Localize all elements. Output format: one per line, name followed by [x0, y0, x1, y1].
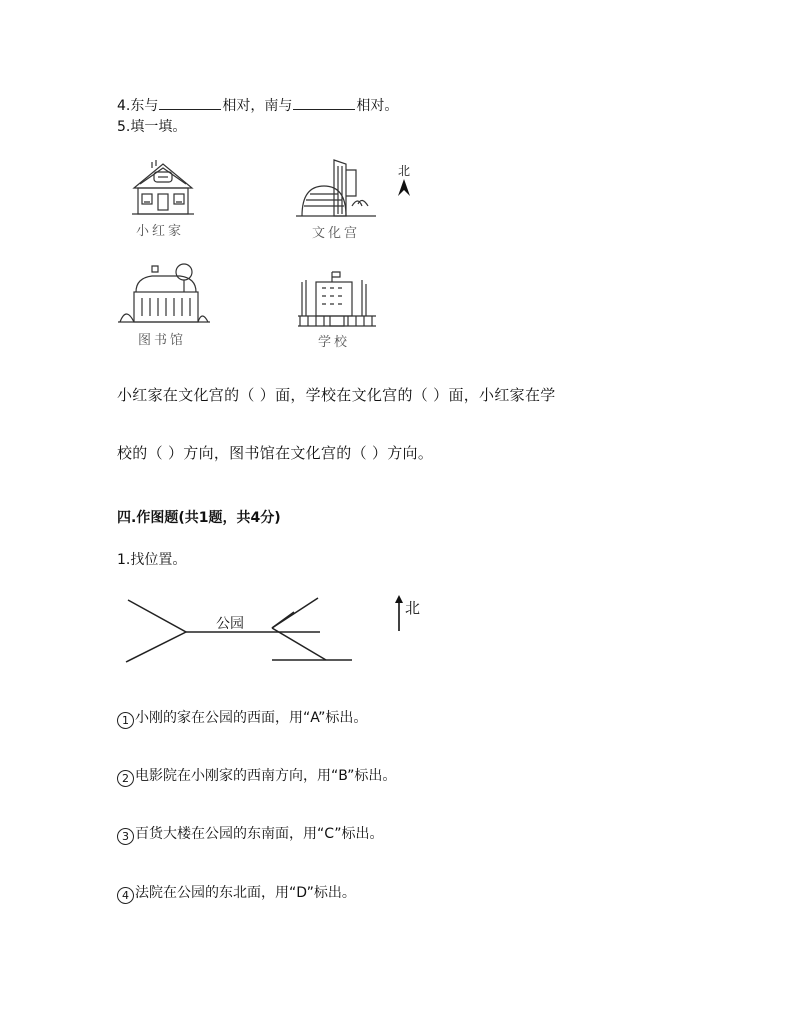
- question-4: [117, 95, 398, 115]
- q4-text-c: 相对。: [356, 98, 399, 114]
- map-road-southeast: [272, 628, 326, 660]
- task-text: 法院在公园的东北面，用“D”标出。: [135, 885, 356, 901]
- question-5-title: 5.填一填。: [117, 119, 187, 135]
- map-north-label: 北: [405, 599, 421, 617]
- circled-number: 1: [117, 712, 134, 729]
- q4-text-b: 相对，南与: [222, 98, 293, 114]
- task-text: 电影院在小刚家的西南方向，用“B”标出。: [135, 768, 397, 784]
- answer-blank-1[interactable]: [159, 97, 221, 110]
- house-illustration: [130, 158, 196, 220]
- label-cultural-palace: 文化宫: [312, 226, 361, 241]
- section-title: 四.作图题(共1题，共4分): [117, 510, 281, 526]
- circled-number: 3: [117, 828, 134, 845]
- label-school: 学校: [318, 335, 351, 350]
- fill-sentence-line-1: 小红家在文化宫的（ ）面，学校在文化宫的（ ）面，小红家在学: [117, 386, 556, 404]
- label-xiaohong-home: 小红家: [136, 224, 185, 239]
- label-library: 图书馆: [138, 333, 187, 348]
- school-illustration: [296, 270, 378, 330]
- north-label-top: 北: [398, 164, 411, 178]
- answer-blank-2[interactable]: [293, 97, 355, 110]
- map-road-west: [126, 600, 186, 662]
- task-item: [117, 823, 384, 845]
- task-item: [117, 707, 367, 729]
- question-1-title: 1.找位置。: [117, 552, 187, 568]
- north-arrow-icon: [396, 178, 412, 198]
- task-text: 百货大楼在公园的东南面，用“C”标出。: [135, 826, 384, 842]
- task-text: 小刚的家在公园的西面，用“A”标出。: [135, 710, 368, 726]
- circled-number: 4: [117, 887, 134, 904]
- north-arrow-icon: [394, 594, 404, 632]
- cultural-palace-illustration: [294, 156, 378, 222]
- library-illustration: [116, 262, 212, 328]
- map-park-label: 公园: [216, 616, 244, 632]
- q4-text-a: 4.东与: [117, 98, 159, 114]
- fill-sentence-line-2: 校的（ ）方向，图书馆在文化宫的（ ）方向。: [117, 444, 434, 462]
- task-item: [117, 765, 396, 787]
- task-item: [117, 882, 356, 904]
- circled-number: 2: [117, 770, 134, 787]
